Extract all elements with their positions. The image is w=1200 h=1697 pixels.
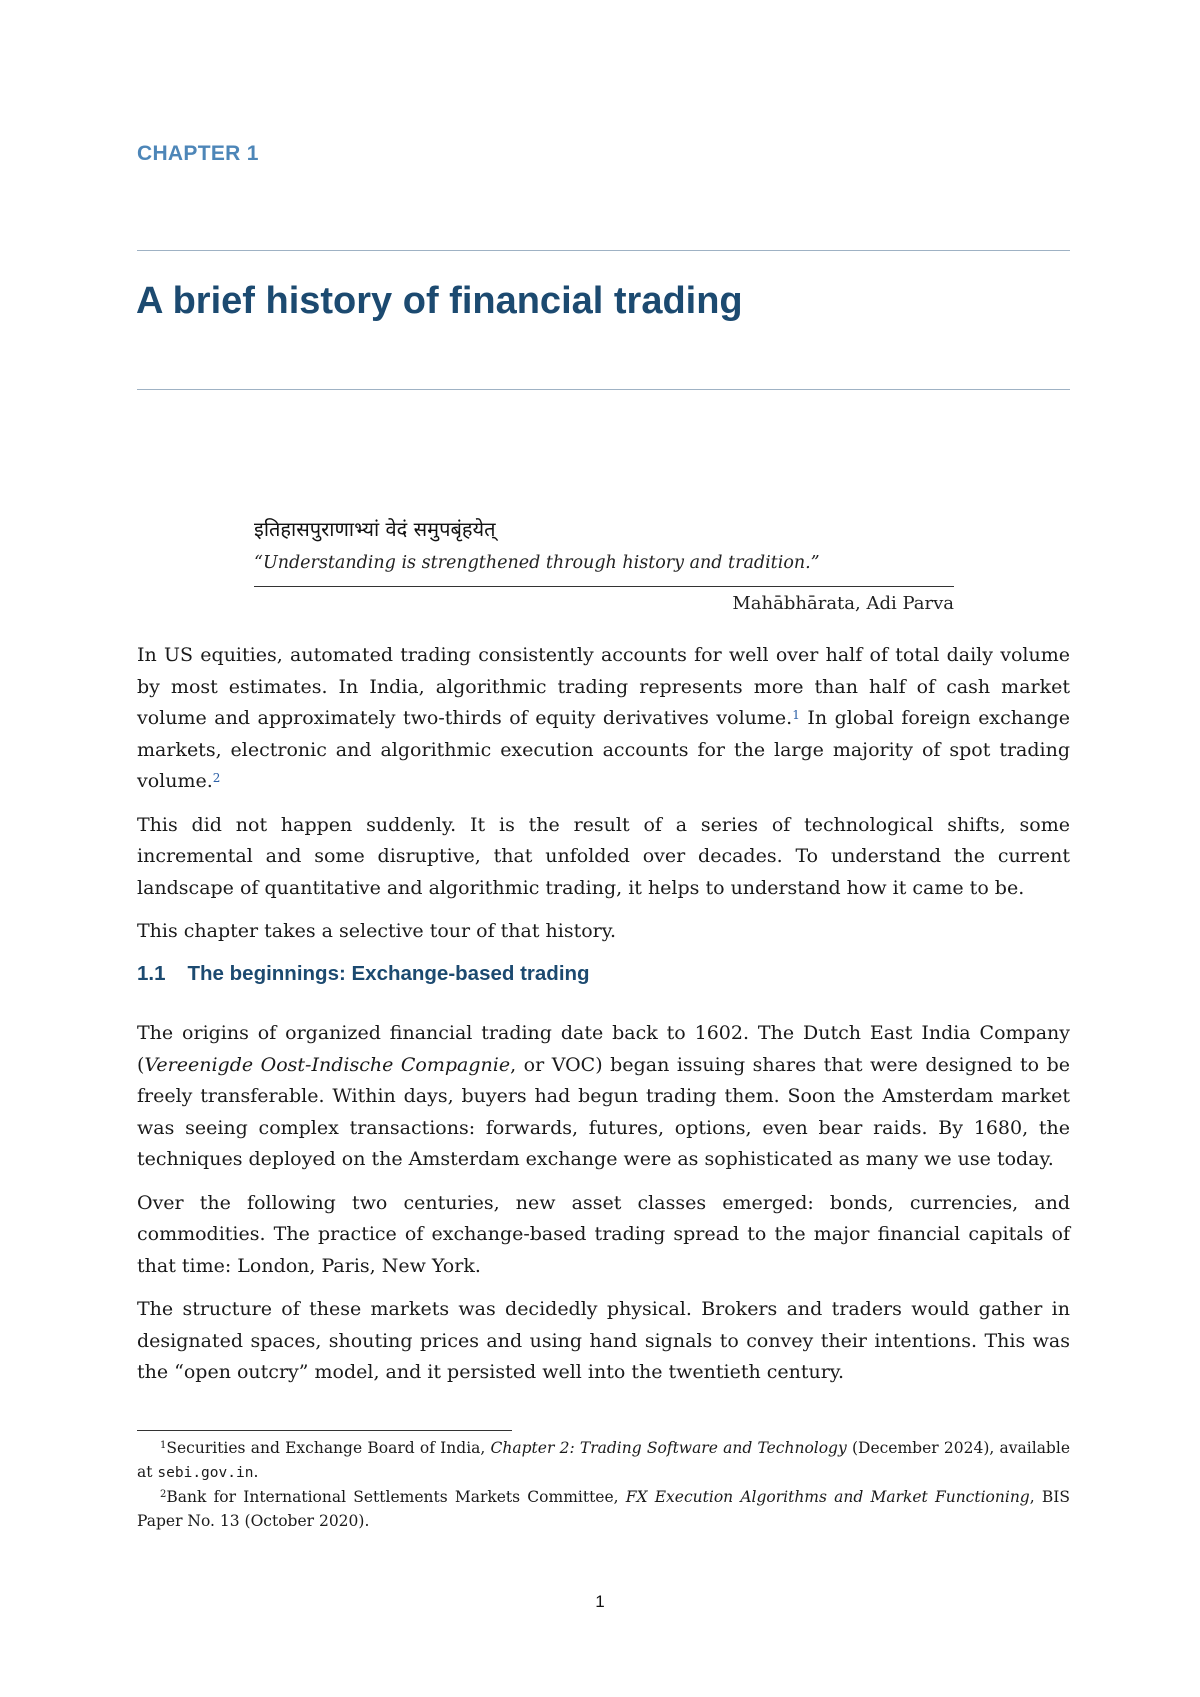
intro-p1-text-a: In US equities, automated trading consistently accounts for well over half of total daily volume by most estimates. In India, algorithmic trading represents more than half of cash market volume and approximately two-thirds of equity derivatives volume. — [137, 644, 1070, 729]
footnote-1 — [137, 1436, 1070, 1485]
footnote-2-mark: 2 — [160, 1489, 167, 1500]
footnote-rule — [137, 1430, 512, 1431]
section-number: 1.1 — [137, 962, 166, 985]
section-paragraph-3: The structure of these markets was decidedly physical. Brokers and traders would gather in designated spaces, shouting prices and using hand signals to convey their intentions. This was the “open outcry” model, and it persisted well into the twentieth century. — [137, 1298, 1070, 1383]
chapter-title: A brief history of financial trading — [136, 280, 743, 322]
intro-p1-text-b: In global foreign exchange markets, electronic and algorithmic execution accounts for the large majority of spot trading volume. — [137, 707, 1070, 792]
title-rule-top — [137, 250, 1070, 251]
intro-paragraph-3: This chapter takes a selective tour of that history. — [137, 920, 616, 942]
chapter-label: CHAPTER 1 — [137, 142, 259, 165]
epigraph-rule — [254, 586, 954, 587]
section-heading — [137, 962, 590, 986]
footnote-2 — [137, 1485, 1070, 1533]
epigraph-translation: “Understanding is strengthened through history and tradition.” — [254, 553, 820, 573]
section-paragraph-2: Over the following two centuries, new asset classes emerged: bonds, currencies, and commodities. The practice of exchange-based trading spread to the major financial capitals of that time: London, Paris, New York. — [137, 1191, 1070, 1277]
section-paragraph-1 — [137, 1018, 1070, 1176]
footnote-1-link[interactable]: sebi.gov.in — [157, 1465, 254, 1481]
intro-text — [137, 640, 1070, 960]
footnote-ref-2[interactable]: 2 — [212, 771, 221, 785]
footnote-1-text-b: (December 2024), available at — [137, 1439, 1070, 1481]
epigraph-sanskrit: इतिहासपुराणाभ्यां वेदं समुपबृंहयेत् — [254, 517, 496, 541]
section-text — [137, 1018, 1070, 1401]
intro-paragraph-1 — [137, 640, 1070, 798]
footnote-2-text-a: Bank for International Settlements Markets Committee, — [166, 1488, 626, 1506]
footnote-1-italic: Chapter 2: Trading Software and Technology — [490, 1439, 847, 1457]
footnote-2-italic: FX Execution Algorithms and Market Functioning — [625, 1488, 1030, 1506]
epigraph-source: Mahābhārata, Adi Parva — [732, 593, 954, 614]
footnote-2-text-b: , BIS Paper No. 13 (October 2020). — [137, 1488, 1070, 1530]
section-p1-text-a: The origins of organized financial trading date back to 1602. The Dutch East India Company ( — [137, 1022, 1070, 1076]
footnotes — [137, 1436, 1070, 1533]
footnote-1-text-c: . — [253, 1463, 259, 1481]
section-title: The beginnings: Exchange-based trading — [187, 962, 590, 985]
footnote-1-text-a: Securities and Exchange Board of India, — [166, 1439, 491, 1457]
section-p1-italic: Vereenigde Oost-Indische Compagnie — [144, 1053, 511, 1076]
footnote-1-mark: 1 — [160, 1440, 167, 1451]
title-rule-bottom — [137, 389, 1070, 390]
section-p1-text-b: , or VOC) began issuing shares that were designed to be freely transferable. Within days, buyers had begun trading them. Soon the Amsterdam market was seeing complex transactions: forwards, futures, options, even bear raids. By 1680, the techniques deployed on the Amsterdam exchange were as sophisticated as many we use today. — [137, 1053, 1070, 1170]
footnote-ref-1[interactable]: 1 — [792, 708, 800, 722]
epigraph — [254, 514, 954, 617]
intro-paragraph-2: This did not happen suddenly. It is the result of a series of technological shifts, some incremental and some disruptive, that unfolded over decades. To understand the current landscape of quantitative and algorithmic trading, it helps to understand how it came to be. — [137, 813, 1070, 899]
page-number: 1 — [595, 1592, 605, 1611]
